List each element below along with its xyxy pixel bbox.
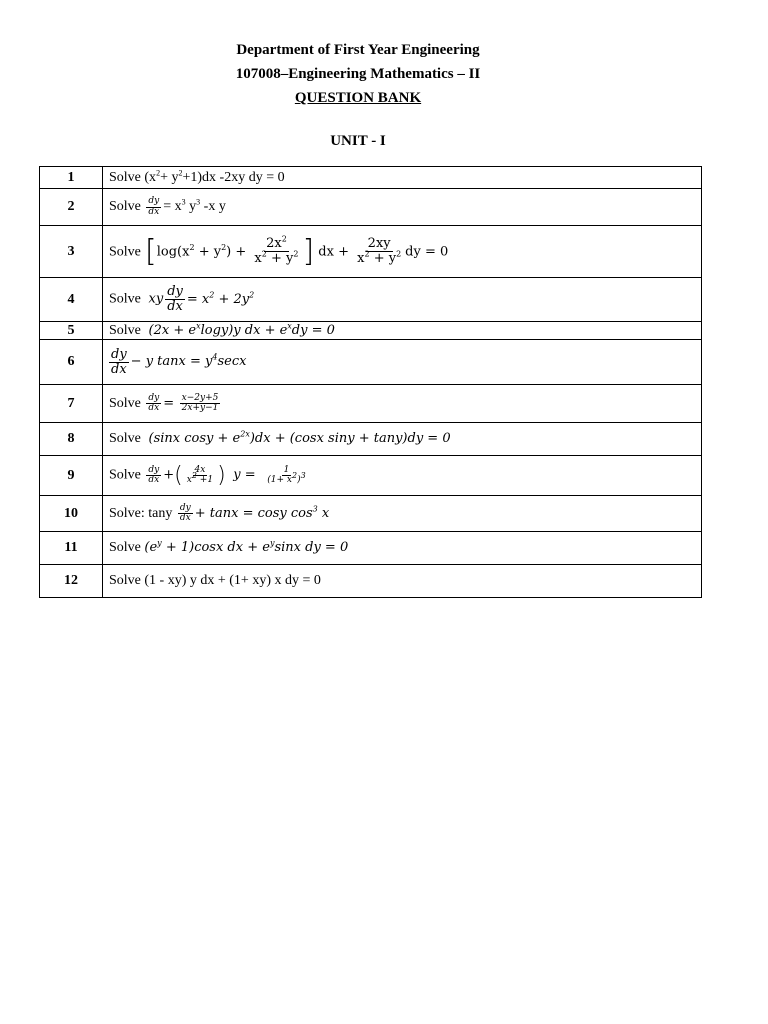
- question-number: 3: [40, 226, 103, 278]
- table-row: [40, 496, 702, 532]
- question-number: 7: [40, 385, 103, 423]
- table-row: [40, 167, 702, 189]
- table-row: [40, 423, 702, 456]
- question-text: Solve $\frac{dy}{dx}$ +( $\frac{4x}{x^2 +1}$ ) y = $\frac{1}{(1+ x^2)^3}$: [103, 456, 702, 496]
- table-row: [40, 340, 702, 385]
- question-text: $\frac{dy}{dx}$ − y $\tan x = y^4\sec x$: [103, 340, 702, 385]
- document-type: QUESTION BANK: [294, 90, 422, 106]
- table-row: [40, 456, 702, 496]
- question-number: 5: [40, 322, 103, 340]
- question-text: Solve $\frac{dy}{dx}$ = $x^3$ $y^3$ -x y: [103, 189, 702, 226]
- question-table: [39, 166, 702, 598]
- question-number: 6: [40, 340, 103, 385]
- course-title: 107008–Engineering Mathematics – II: [235, 66, 481, 82]
- table-row: [40, 278, 702, 322]
- department-title: Department of First Year Engineering: [236, 42, 480, 58]
- question-text: Solve (1 - xy) y dx + (1+ xy) x dy = 0: [103, 565, 702, 598]
- table-row: [40, 565, 702, 598]
- question-number: 10: [40, 496, 103, 532]
- question-text: Solve $\frac{dy}{dx}$ = $\frac{x-2y+5}{2x+y-1}$: [103, 385, 702, 423]
- table-row: [40, 189, 702, 226]
- question-number: 2: [40, 189, 103, 226]
- question-text: Solve (sinx $\cos y + e^{2x})dx + (\cos x$ siny + tany)dy = 0: [103, 423, 702, 456]
- question-number: 1: [40, 167, 103, 189]
- question-text: Solve $(2x + e^x\log y)y$ dx + $e^xdy = 0$: [103, 322, 702, 340]
- question-number: 8: [40, 423, 103, 456]
- table-row: [40, 385, 702, 423]
- table-row: [40, 532, 702, 565]
- unit-heading: UNIT - I: [330, 133, 386, 149]
- question-text: Solve $(x^2+ y^2+1)dx$ -2xy dy = 0: [103, 167, 702, 189]
- question-number: 4: [40, 278, 103, 322]
- question-text: Solve [$\log(x^2 + y^2)$ + $\frac{2x^2}{x^2 + y^2}$ ] dx + $\frac{2xy}{x^2 + y^2}$ dy = 0: [103, 226, 702, 278]
- question-number: 11: [40, 532, 103, 565]
- question-number: 9: [40, 456, 103, 496]
- table-row: [40, 226, 702, 278]
- question-number: 12: [40, 565, 103, 598]
- question-text: Solve xy $\frac{dy}{dx}$ = $x^2 + 2y^2$: [103, 278, 702, 322]
- table-row: [40, 322, 702, 340]
- question-text: Solve $(e^y + 1)\cos x$ dx + $e^y\sin x$ dy = 0: [103, 532, 702, 565]
- question-text: Solve: tany $\frac{dy}{dx}$ + tanx = cosy $\cos^3 x$: [103, 496, 702, 532]
